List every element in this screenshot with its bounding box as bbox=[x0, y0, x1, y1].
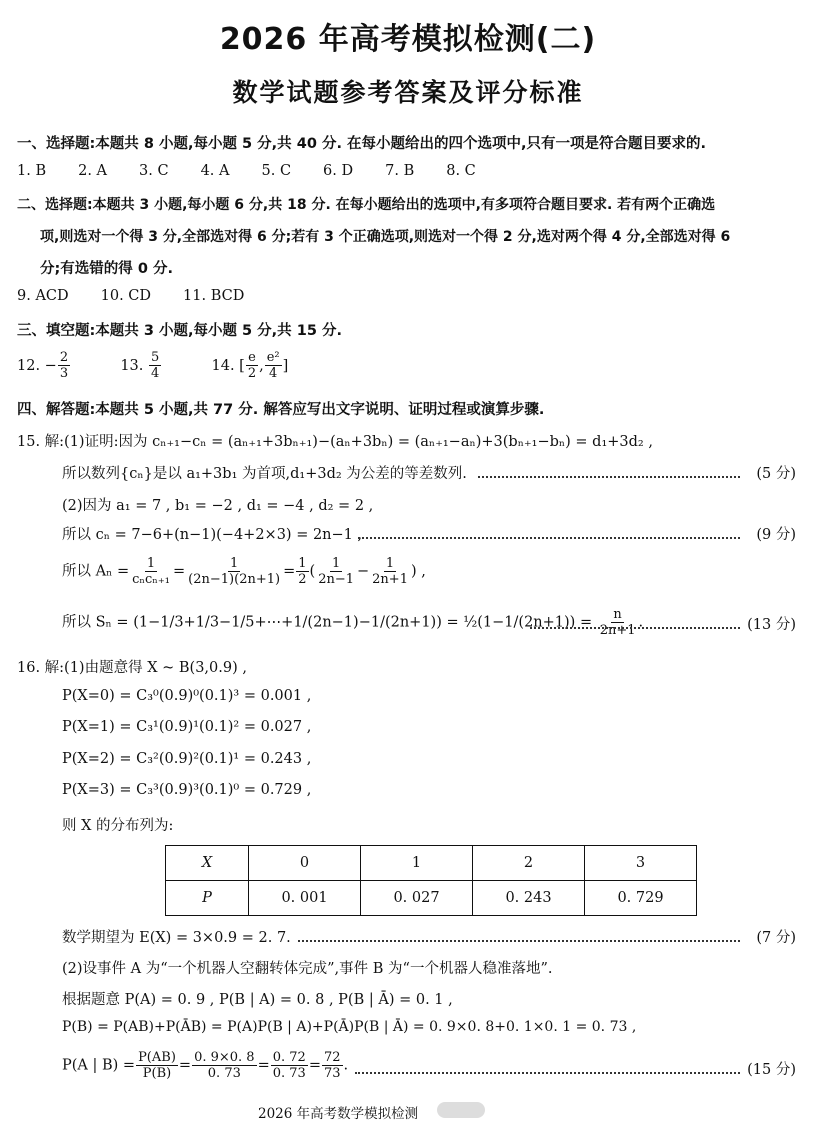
section1-heading: 一、选择题:本题共 8 小题,每小题 5 分,共 40 分. 在每小题给出的四个选项中,只有一项是符合题目要求的. bbox=[17, 136, 707, 152]
answer-12: 12. − $\frac{2}{3}$ bbox=[17, 350, 69, 381]
section3-heading: 三、填空题:本题共 3 小题,每小题 5 分,共 15 分. bbox=[17, 323, 342, 339]
distribution-table bbox=[165, 845, 697, 916]
answer-4: 4. A bbox=[200, 163, 230, 179]
q15-score-2: (9 分) bbox=[756, 527, 796, 543]
q15-line2: 所以数列{cₙ}是以 a₁+3b₁ 为首项,d₁+3d₂ 为公差的等差数列. bbox=[62, 466, 467, 482]
q16-dots-1 bbox=[298, 940, 740, 942]
section2-heading-2: 项,则选对一个得 3 分,全部选对得 6 分;若有 3 个正确选项,则选对一个得 2 分,选对两个得 4 分,全部选对得 6 bbox=[40, 229, 731, 245]
table-cell: 0. 729 bbox=[585, 881, 697, 916]
q15-line1: 15. 解:(1)证明:因为 cₙ₊₁−cₙ = (aₙ₊₁+3bₙ₊₁)−(aₙ+3bₙ) = (aₙ₊₁−aₙ)+3(bₙ₊₁−bₙ) = d₁+3d₂ , bbox=[17, 434, 653, 450]
answer-1: 1. B bbox=[17, 163, 47, 179]
footer-watermark-icon bbox=[437, 1102, 485, 1118]
answer-5: 5. C bbox=[261, 163, 292, 179]
table-row bbox=[166, 846, 697, 881]
section2-heading-3: 分;有选错的得 0 分. bbox=[40, 261, 173, 277]
q15-dots-1 bbox=[478, 476, 740, 478]
table-cell: 1 bbox=[361, 846, 473, 881]
table-cell: 0. 001 bbox=[249, 881, 361, 916]
q15-dots-3 bbox=[530, 627, 740, 629]
section3-answers bbox=[17, 350, 288, 381]
answer-10: 10. CD bbox=[100, 288, 152, 304]
q16-score-1: (7 分) bbox=[756, 930, 796, 946]
q16-p2: P(X=2) = C₃²(0.9)²(0.1)¹ = 0.243 , bbox=[62, 751, 312, 767]
q16-p0: P(X=0) = C₃⁰(0.9)⁰(0.1)³ = 0.001 , bbox=[62, 688, 312, 704]
page-footer: 2026 年高考数学模拟检测 bbox=[258, 1106, 419, 1122]
table-cell: P bbox=[166, 881, 249, 916]
q16-line5: P(A | B) = $\frac{P(AB)}{P(B)}$ = $\frac{0. 9\times 0. 8}{0. 73}$ = $\frac{0. 72}{0. 73}$ = $\frac{72}{73}$ . bbox=[62, 1050, 349, 1081]
q15-dots-2 bbox=[358, 537, 740, 539]
table-cell: X bbox=[166, 846, 249, 881]
answer-6: 6. D bbox=[323, 163, 354, 179]
q15-line3: (2)因为 a₁ = 7 , b₁ = −2 , d₁ = −4 , d₂ = 2 , bbox=[62, 498, 374, 514]
section4-heading: 四、解答题:本题共 5 小题,共 77 分. 解答应写出文字说明、证明过程或演算步骤. bbox=[17, 402, 545, 418]
answer-13: 13. $\frac{5}{4}$ bbox=[120, 350, 160, 381]
q15-score-1: (5 分) bbox=[756, 466, 796, 482]
table-row bbox=[166, 881, 697, 916]
q16-line2: (2)设事件 A 为“一个机器人空翻转体完成”,事件 B 为“一个机器人稳准落地”. bbox=[62, 961, 553, 977]
q15-line4: 所以 cₙ = 7−6+(n−1)(−4+2×3) = 2n−1 , bbox=[62, 527, 363, 543]
q16-dots-2 bbox=[355, 1072, 740, 1074]
section1-answers bbox=[17, 163, 508, 179]
q15-line5: 所以 Aₙ = $\frac{1}{\text{cₙcₙ₊₁}}$ = $\frac{1}{(2n-1)(2n+1)}$ = $\frac{1}{2}$ ( $\frac{1}{2n-1}$ − $\frac{1}{2n+1}$ ) , bbox=[62, 556, 426, 587]
answer-9: 9. ACD bbox=[17, 288, 69, 304]
q16-line4: P(B) = P(AB)+P(ĀB) = P(A)P(B | A)+P(Ā)P(B | Ā) = 0. 9×0. 8+0. 1×0. 1 = 0. 73 , bbox=[62, 1019, 637, 1035]
section2-answers bbox=[17, 288, 276, 304]
q16-p1: P(X=1) = C₃¹(0.9)¹(0.1)² = 0.027 , bbox=[62, 719, 312, 735]
table-cell: 0. 027 bbox=[361, 881, 473, 916]
q15-line6: 所以 Sₙ = (1−1/3+1/3−1/5+⋯+1/(2n−1)−1/(2n+1)) = ½(1−1/(2n+1)) = $\frac{n}{2n+1}$ . bbox=[62, 607, 644, 638]
answer-14: 14. [ $\frac{e}{2}$ , $\frac{\text{e²}}{4}$ ] bbox=[211, 350, 289, 381]
answer-3: 3. C bbox=[139, 163, 169, 179]
table-cell: 3 bbox=[585, 846, 697, 881]
section2-heading-1: 二、选择题:本题共 3 小题,每小题 6 分,共 18 分. 在每小题给出的选项中,有多项符合题目要求. 若有两个正确选 bbox=[17, 197, 716, 213]
q16-line3: 根据题意 P(A) = 0. 9 , P(B | A) = 0. 8 , P(B | Ā) = 0. 1 , bbox=[62, 992, 453, 1008]
q16-expectation: 数学期望为 E(X) = 3×0.9 = 2. 7. bbox=[62, 930, 291, 946]
table-cell: 0. 243 bbox=[473, 881, 585, 916]
q16-score-2: (15 分) bbox=[747, 1062, 796, 1078]
q16-p3: P(X=3) = C₃³(0.9)³(0.1)⁰ = 0.729 , bbox=[62, 782, 312, 798]
q16-line1: 16. 解:(1)由题意得 X ~ B(3,0.9) , bbox=[17, 660, 247, 676]
answer-2: 2. A bbox=[78, 163, 108, 179]
answer-8: 8. C bbox=[446, 163, 476, 179]
table-cell: 0 bbox=[249, 846, 361, 881]
table-cell: 2 bbox=[473, 846, 585, 881]
answer-11: 11. BCD bbox=[183, 288, 245, 304]
q15-score-3: (13 分) bbox=[747, 617, 796, 633]
q16-dist-intro: 则 X 的分布列为: bbox=[62, 818, 174, 834]
answer-7: 7. B bbox=[385, 163, 415, 179]
page-title: 2026 年高考模拟检测(二) bbox=[219, 22, 597, 57]
page-subtitle: 数学试题参考答案及评分标准 bbox=[232, 78, 584, 107]
